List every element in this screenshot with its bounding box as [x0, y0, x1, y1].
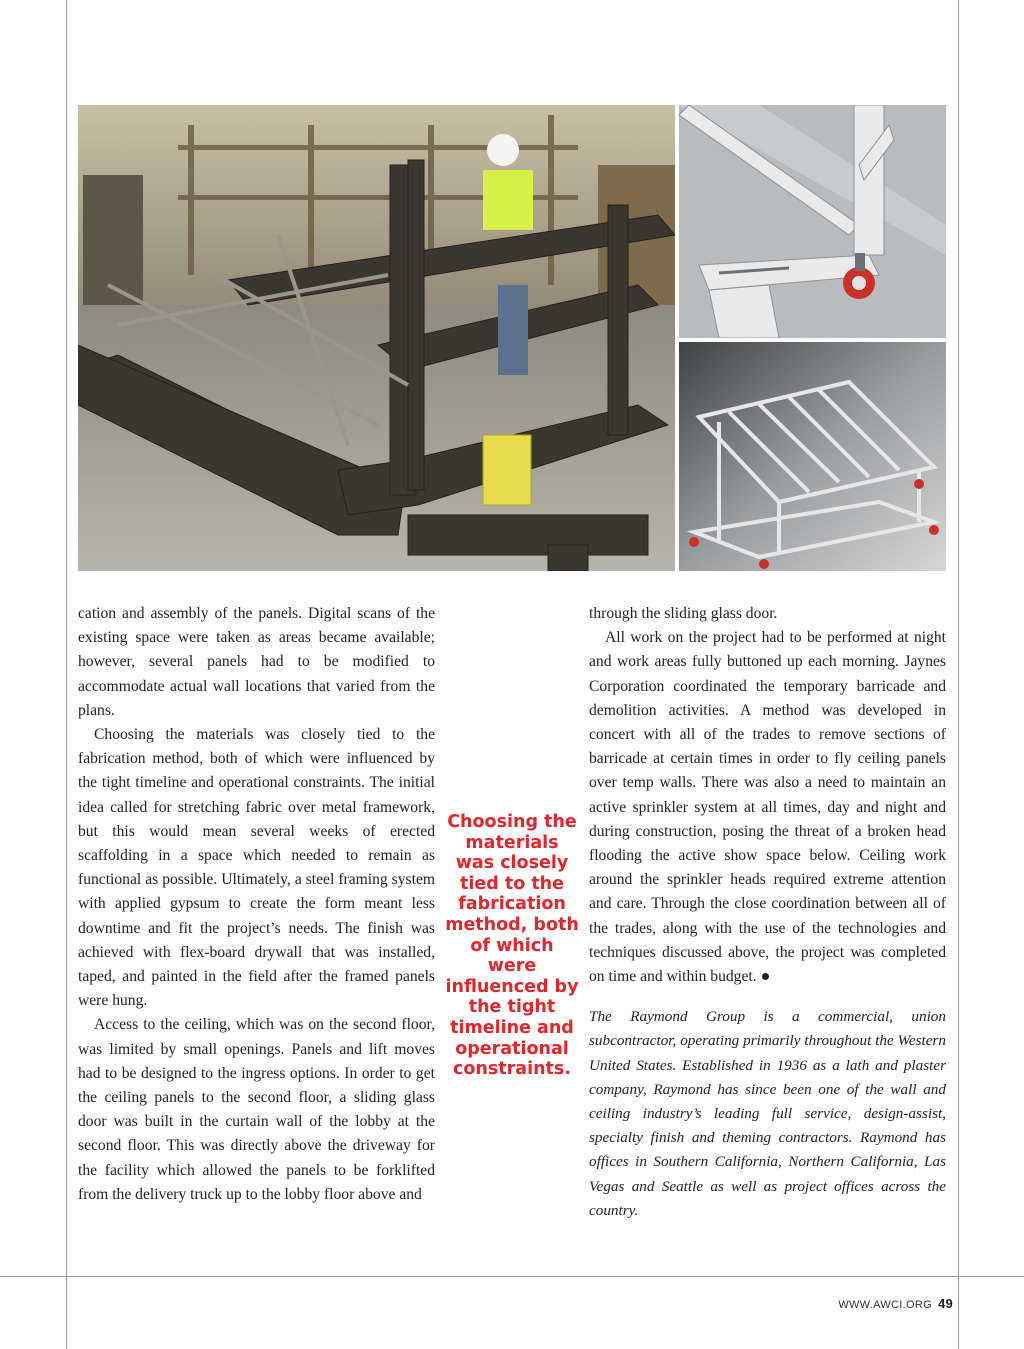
- left-paragraph-2: Choosing the materials was closely tied to the fabrication method, both of which were influenced by the tight timeline and operational constraints. The initial idea called for stretching fabric over metal framework, but this would mean several weeks of erected scaffolding in a space which needed to remain as functional as possible. Ultimately, a steel framing system with applied gypsum to create the form meant less downtime and fit the project’s needs. The finish was achieved with flex-board drywall that was installed, taped, and painted in the field after the framed panels were hung.: [78, 726, 435, 1010]
- page-footer: [838, 1296, 953, 1311]
- left-paragraph-3: Access to the ceiling, which was on the second floor, was limited by small openings. Panels and lift moves had to be designed to the ingress options. In order to get the ceiling panels to the second floor, a sliding glass door was built in the curtain wall of the lobby at the second floor. This was directly above the driveway for the facility which allowed the panels to be forklifted from the delivery truck up to the lobby floor above and: [78, 1016, 435, 1203]
- right-paragraph-1: through the sliding glass door.: [589, 605, 778, 622]
- footer-url: WWW.AWCI.ORG: [838, 1299, 932, 1311]
- left-paragraph-1: cation and assembly of the panels. Digital scans of the existing space were taken as areas became available; however, several panels had to be modified to accommodate actual wall locations that varied from the plans.: [78, 605, 435, 719]
- right-paragraph-2-text: All work on the project had to be performed at night and work areas fully buttoned up each morning. Jaynes Corporation coordinated the temporary barricade and demolition activities. A method was developed in concert with all of the trades to remove sections of barricade at certain times in order to fly ceiling panels over temp walls. There was also a need to maintain an active sprinkler system at all times, day and night and during construction, posing the threat of a broken head flooding the active show space below. Ceiling work around the sprinkler heads required extreme attention and care. Through the close coordination between all of the trades, along with the use of the technologies and techniques discussed above, the project was completed on time and within budget.: [589, 629, 946, 986]
- author-bio: The Raymond Group is a commercial, union subcontractor, operating primarily throughout the Western United States. Established in 1936 as a lath and plaster company, Raymond has since been one of the wall and ceiling industry’s leading full service, design-assist, specialty finish and theming contractors. Raymond has offices in Southern California, Northern California, Las Vegas and Seattle as well as project offices across the country.: [589, 1008, 946, 1219]
- left-margin-rule: [66, 0, 67, 1349]
- right-column: [589, 602, 946, 1223]
- left-column: [78, 602, 435, 1207]
- frame-detail-render: [679, 105, 946, 338]
- right-margin-rule: [958, 0, 959, 1349]
- end-mark-bullet: [762, 973, 769, 980]
- pull-quote: Choosing the materials was closely tied to the fabrication method, both of which were influenced by the tight timeline and operational constraints.: [445, 812, 579, 1080]
- right-paragraph-2: [589, 626, 946, 989]
- page-number: 49: [937, 1296, 953, 1311]
- panel-cart-render: [679, 342, 946, 571]
- steel-frame-fabrication-photo: [78, 105, 675, 571]
- footer-rule: [0, 1276, 1024, 1277]
